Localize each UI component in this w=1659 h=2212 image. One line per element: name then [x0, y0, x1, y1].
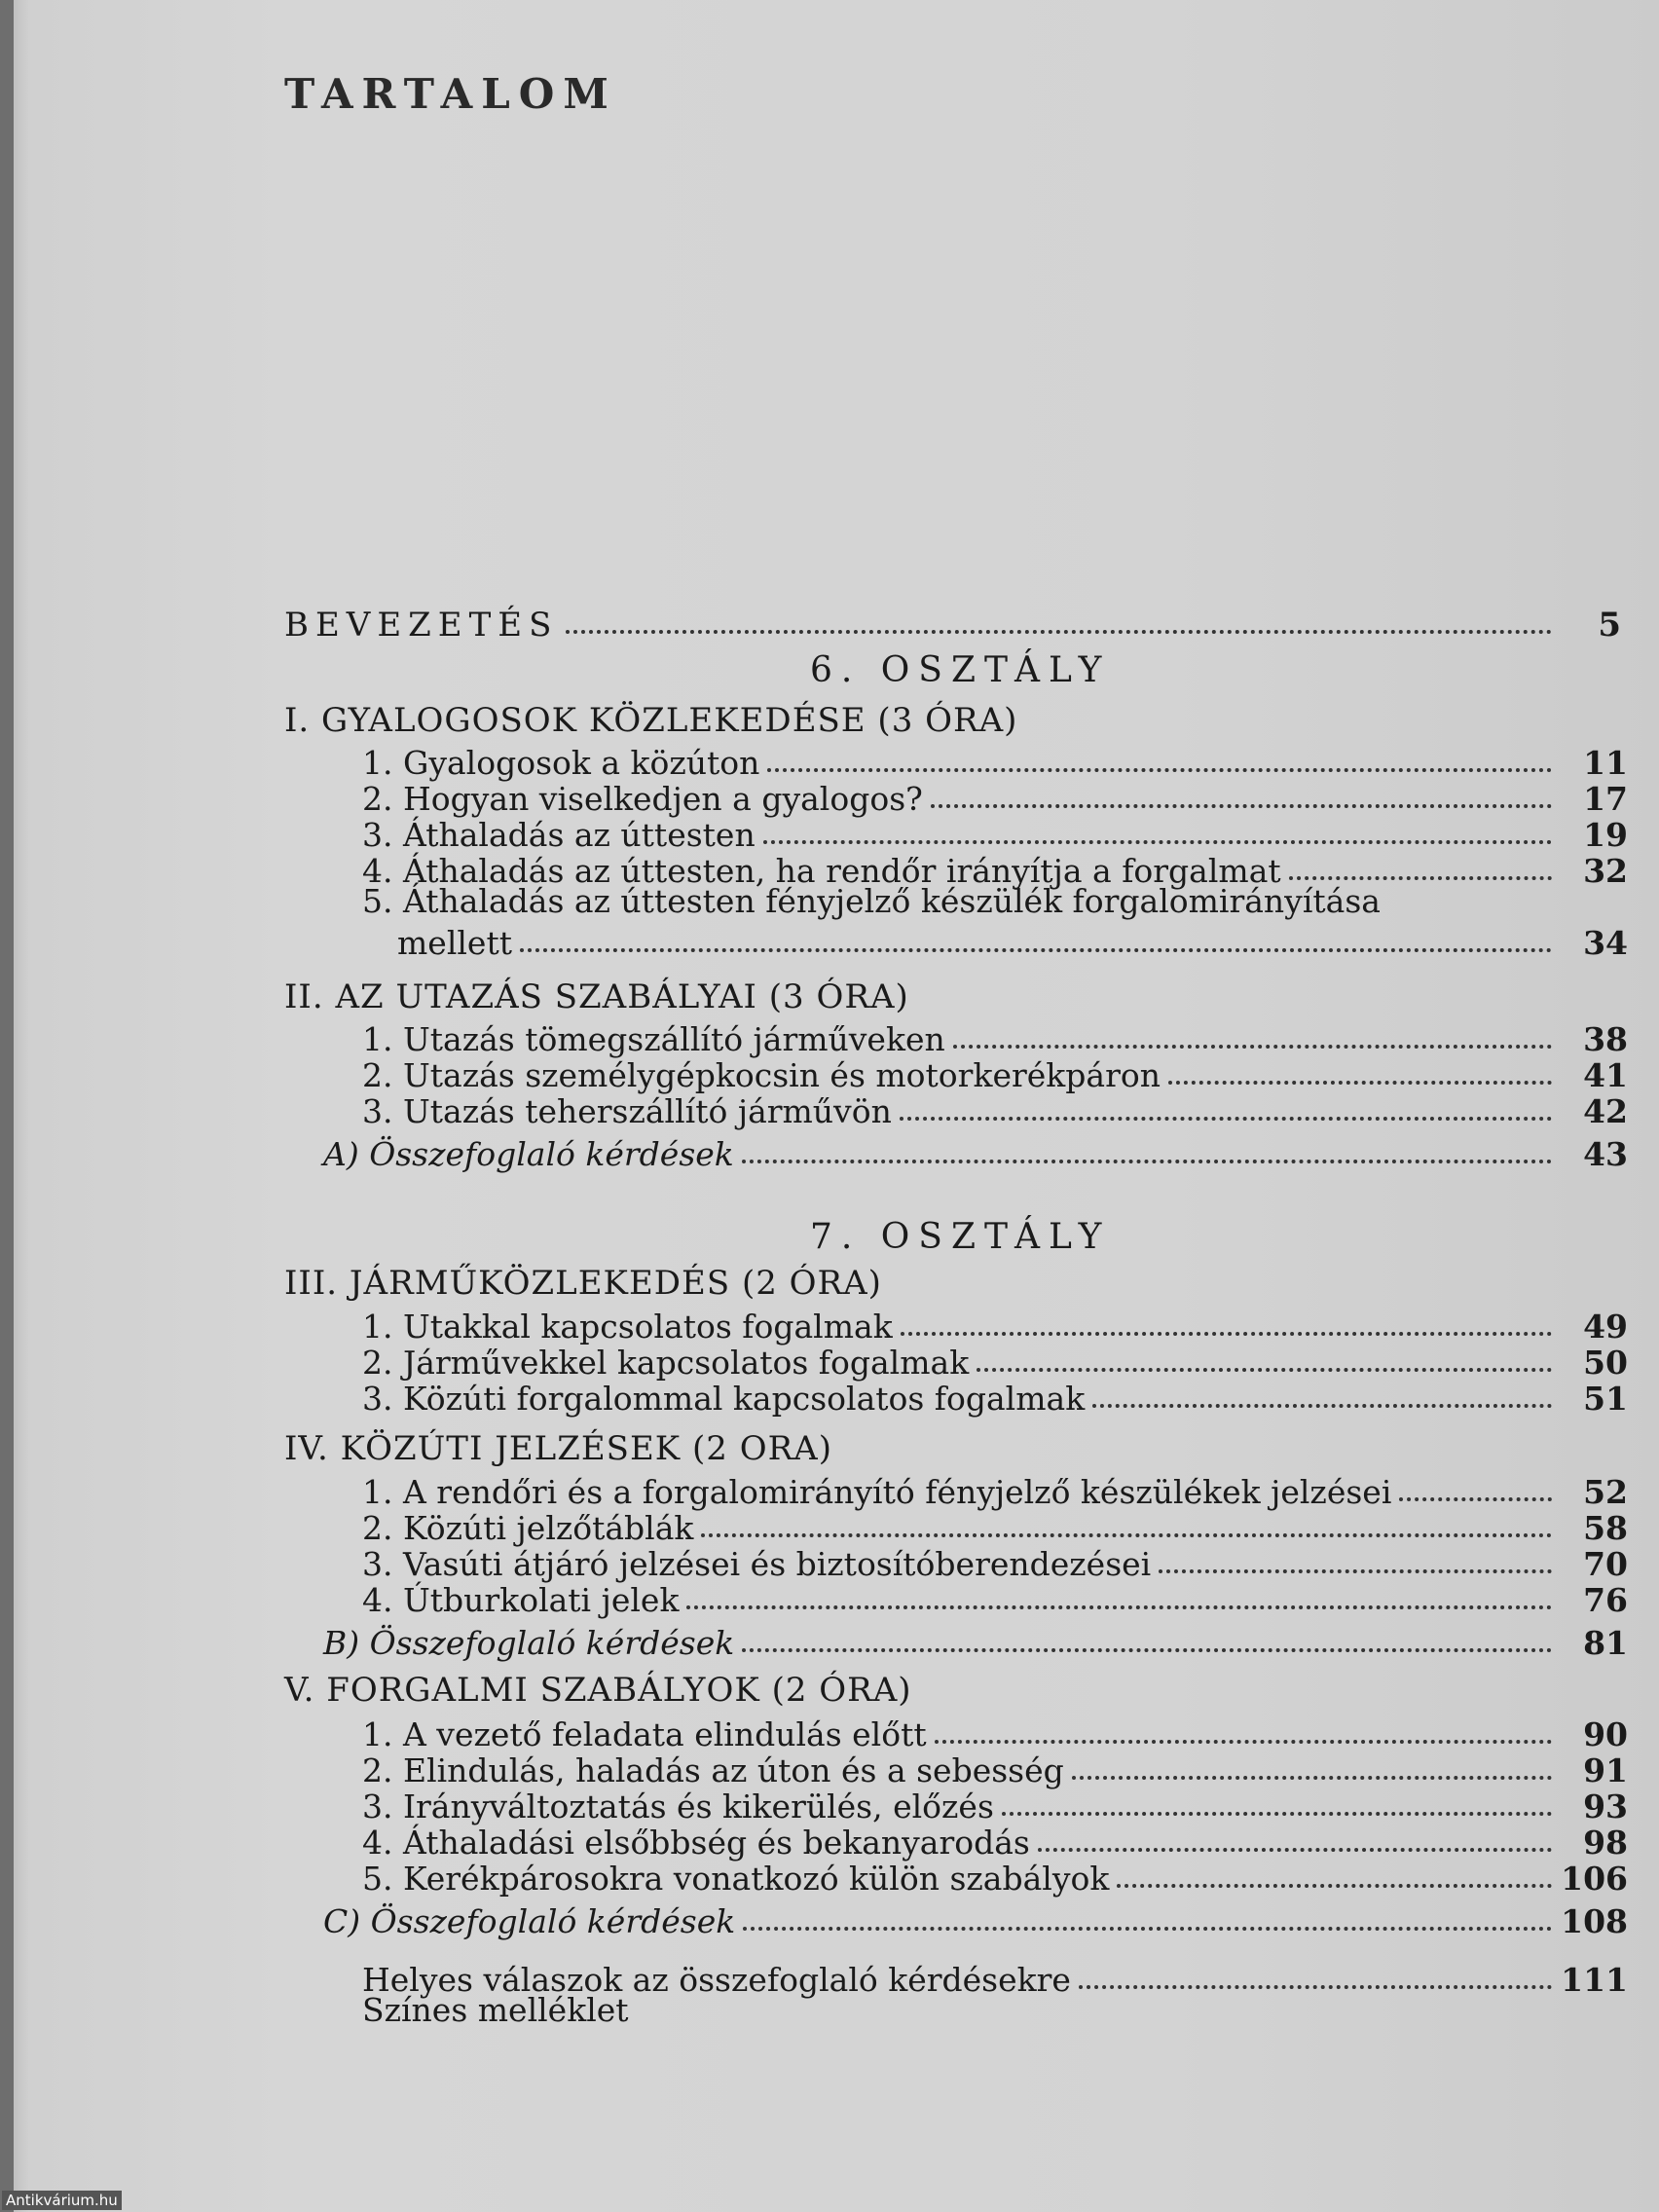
toc-entry-page: 41 — [1583, 1056, 1628, 1094]
toc-entry — [362, 1087, 1628, 1130]
toc-entry-page: 70 — [1583, 1545, 1628, 1583]
toc-entry-page: 91 — [1583, 1751, 1628, 1789]
toc-entry-page: 76 — [1583, 1581, 1628, 1619]
toc-entry-label: 4. Áthaladási elsőbbség és bekanyarodás — [362, 1824, 1030, 1862]
toc-entry-label: 4. Útburkolati jelek — [362, 1581, 680, 1619]
toc-intro — [284, 599, 1628, 645]
toc-entry-label: mellett — [397, 924, 512, 962]
chapter-5-title: V. FORGALMI SZABÁLYOK (2 ÓRA) — [284, 1671, 912, 1710]
toc-entry-page: 93 — [1583, 1788, 1628, 1825]
leader-dots — [1168, 1049, 1552, 1085]
toc-entry-page: 32 — [1583, 852, 1628, 890]
toc-entry-page: 50 — [1583, 1344, 1628, 1382]
toc-summary-page: 108 — [1561, 1902, 1628, 1940]
leader-dots — [953, 1013, 1552, 1049]
leader-dots — [763, 808, 1552, 844]
toc-entry — [362, 1854, 1628, 1898]
toc-entry-page: 11 — [1583, 744, 1628, 782]
toc-entry-page: 90 — [1583, 1715, 1628, 1753]
chapter-2-title: II. AZ UTAZÁS SZABÁLYAI (3 ÓRA) — [284, 977, 909, 1016]
toc-answers-label: Helyes válaszok az összefoglaló kérdésekre — [362, 1961, 1071, 1999]
toc-entry-page: 51 — [1583, 1380, 1628, 1418]
leader-dots — [1117, 1852, 1552, 1888]
watermark: Antikvárium.hu — [2, 2191, 122, 2210]
toc-entry-page: 34 — [1583, 924, 1628, 962]
toc-supplement: Színes melléklet — [362, 1991, 629, 2029]
leader-dots — [1002, 1780, 1552, 1816]
leader-dots — [900, 1085, 1552, 1121]
leader-dots — [701, 1501, 1552, 1537]
leader-dots — [1038, 1816, 1552, 1852]
toc-entry-page: 52 — [1583, 1473, 1628, 1511]
toc-entry-page: 17 — [1583, 780, 1628, 818]
toc-entry-page: 19 — [1583, 816, 1628, 854]
leader-dots — [1092, 1372, 1552, 1408]
toc-entry-page: 42 — [1583, 1092, 1628, 1130]
toc-entry-page: 38 — [1583, 1020, 1628, 1058]
leader-dots — [743, 1895, 1552, 1931]
toc-summary-label: C) Összefoglaló kérdések — [323, 1902, 736, 1940]
toc-summary — [323, 1129, 1628, 1173]
leader-dots — [1159, 1537, 1552, 1573]
toc-entry-label: 3. Áthaladás az úttesten — [362, 816, 756, 854]
leader-dots — [977, 1336, 1552, 1372]
toc-entry-page: 106 — [1561, 1860, 1628, 1898]
chapter-4-title: IV. KÖZÚTI JELZÉSEK (2 ORA) — [284, 1429, 832, 1468]
toc-summary-page: 81 — [1583, 1624, 1628, 1662]
toc-summary-label: B) Összefoglaló kérdések — [323, 1624, 735, 1662]
leader-dots — [742, 1127, 1552, 1163]
toc-entry-label: 2. Hogyan viselkedjen a gyalogos? — [362, 780, 923, 818]
toc-entry — [397, 918, 1628, 962]
chapter-3-title: III. JÁRMŰKÖZLEKEDÉS (2 ÓRA) — [284, 1264, 882, 1303]
chapter-1-title: I. GYALOGOSOK KÖZLEKEDÉSE (3 ÓRA) — [284, 701, 1018, 740]
grade-7-heading: 7. OSZTÁLY — [810, 1217, 1111, 1257]
leader-dots — [742, 1616, 1552, 1652]
toc-entry-label: 2. Elindulás, haladás az úton és a sebesség — [362, 1751, 1064, 1789]
toc-entry-label: 5. Kerékpárosokra vonatkozó külön szabályok — [362, 1860, 1110, 1898]
leader-dots — [767, 736, 1552, 772]
leader-dots — [686, 1573, 1552, 1609]
toc-entry-label: 1. Utakkal kapcsolatos fogalmak — [362, 1308, 893, 1346]
leader-dots — [1289, 844, 1552, 880]
toc-entry-page: 49 — [1583, 1308, 1628, 1346]
toc-entry — [362, 1575, 1628, 1619]
toc-entry-label: 3. Vasúti átjáró jelzései és biztosítóberendezései — [362, 1545, 1152, 1583]
toc-entry-label: 2. Közúti jelzőtáblák — [362, 1509, 694, 1547]
toc-entry-label: 1. Gyalogosok a közúton — [362, 744, 760, 782]
toc-entry-label: 3. Irányváltoztatás és kikerülés, előzés — [362, 1788, 994, 1825]
leader-dots — [520, 916, 1552, 952]
toc-answers-page: 111 — [1561, 1961, 1628, 1999]
toc-entry-page: 58 — [1583, 1509, 1628, 1547]
grade-6-heading: 6. OSZTÁLY — [810, 650, 1111, 690]
toc-entry-label: 1. A rendőri és a forgalomirányító fényjelző készülékek jelzései — [362, 1473, 1392, 1511]
leader-dots — [1399, 1465, 1552, 1501]
leader-dots — [1079, 1953, 1552, 1989]
toc-entry-label: 3. Utazás teherszállító járművön — [362, 1092, 892, 1130]
toc-entry-label: 1. Utazás tömegszállító járműveken — [362, 1020, 945, 1058]
toc-summary — [323, 1897, 1628, 1940]
toc-intro-label: BEVEZETÉS — [284, 606, 559, 645]
leader-dots — [566, 597, 1552, 634]
toc-summary — [323, 1618, 1628, 1662]
toc-entry-label: 2. Utazás személygépkocsin és motorkerékpáron — [362, 1056, 1161, 1094]
leader-dots — [931, 772, 1552, 808]
page-title: TARTALOM — [284, 70, 617, 118]
toc-entry-label: 1. A vezető feladata elindulás előtt — [362, 1715, 927, 1753]
leader-dots — [935, 1708, 1552, 1744]
leader-dots — [1072, 1744, 1552, 1780]
toc-summary-label: A) Összefoglaló kérdések — [323, 1135, 734, 1173]
toc-intro-page: 5 — [1598, 606, 1628, 645]
leader-dots — [901, 1300, 1552, 1336]
toc-entry-label: 3. Közúti forgalommal kapcsolatos fogalmak — [362, 1380, 1086, 1418]
toc-entry — [362, 1374, 1628, 1418]
toc-summary-page: 43 — [1583, 1135, 1628, 1173]
toc-entry-label: 2. Járművekkel kapcsolatos fogalmak — [362, 1344, 970, 1382]
toc-entry-page: 98 — [1583, 1824, 1628, 1862]
toc-entry-label: 4. Áthaladás az úttesten, ha rendőr irányítja a forgalmat — [362, 852, 1281, 890]
toc-entry-label: 5. Áthaladás az úttesten fényjelző készülék forgalomirányítása — [362, 882, 1381, 920]
